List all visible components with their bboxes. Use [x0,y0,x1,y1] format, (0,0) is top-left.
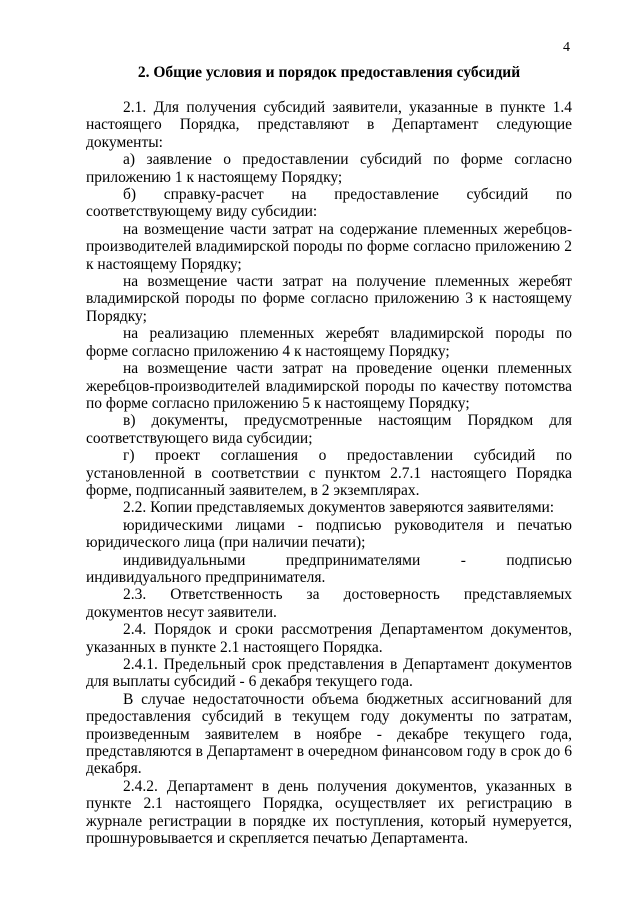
paragraph-2-4: 2.4. Порядок и сроки рассмотрения Департаментом документов, указанных в пункте 2.1 настоящего Порядка. [86,621,572,656]
paragraph-entrepreneurs: индивидуальными предпринимателями - подписью индивидуального предпринимателя. [86,551,572,586]
paragraph-2-1: 2.1. Для получения субсидий заявители, указанные в пункте 1.4 настоящего Порядка, представляют в Департамент следующие документы: [86,99,572,151]
page-number: 4 [563,40,570,55]
paragraph-2-2: 2.2. Копии представляемых документов заверяются заявителями: [123,499,555,517]
paragraph-item-g: г) проект соглашения о предоставлении субсидий по установленной в соответствии с пунктом 2.7.1 настоящего Порядка форме, подписанный заявителем, в 2 экземплярах. [86,447,572,499]
paragraph-2-4-1: 2.4.1. Предельный срок представления в Департамент документов для выплаты субсидий - 6 декабря текущего года. [86,656,572,691]
paragraph-item-b: б) справку-расчет на предоставление субсидий по соответствующему виду субсидии: [86,186,572,221]
paragraph-2-3: 2.3. Ответственность за достоверность представляемых документов несут заявители. [86,586,572,621]
paragraph-2-4-2: 2.4.2. Департамент в день получения документов, указанных в пункте 2.1 настоящего Порядка, осуществляет их регистрацию в журнале регистрации в порядке их поступления, который нумеруется, прошнуровывается и скрепляется печатью Департамента. [86,777,572,848]
paragraph-legal-entities: юридическими лицами - подписью руководителя и печатью юридического лица (при наличии печати); [86,516,572,552]
section-body [86,99,572,847]
paragraph-stallion-costs: на возмещение части затрат на содержание племенных жеребцов-производителей владимирской породы по форме согласно приложению 2 к настоящему Порядку; [86,220,572,273]
paragraph-item-v: в) документы, предусмотренные настоящим Порядком для соответствующего вида субсидии; [86,412,572,447]
paragraph-insufficient-funds: В случае недостаточности объема бюджетных ассигнований для предоставления субсидий в текущем году документы по затратам, произведенным заявителем в ноябре - декабре текущего года, представляются в Департамент в очередном финансовом году в срок до 6 декабря. [86,690,572,778]
paragraph-item-a: а) заявление о предоставлении субсидий по форме согласно приложению 1 к настоящему Порядку; [86,151,572,186]
section-heading: 2. Общие условия и порядок предоставления субсидий [137,64,521,81]
paragraph-foal-sales: на реализацию племенных жеребят владимирской породы по форме согласно приложению 4 к настоящему Порядку; [86,325,572,360]
paragraph-progeny-evaluation: на возмещение части затрат на проведение оценки племенных жеребцов-производителей владимирской породы по качеству потомства по форме согласно приложению 5 к настоящему Порядку; [86,360,572,412]
paragraph-foal-costs: на возмещение части затрат на получение племенных жеребят владимирской породы по форме согласно приложению 3 к настоящему Порядку; [86,273,572,325]
